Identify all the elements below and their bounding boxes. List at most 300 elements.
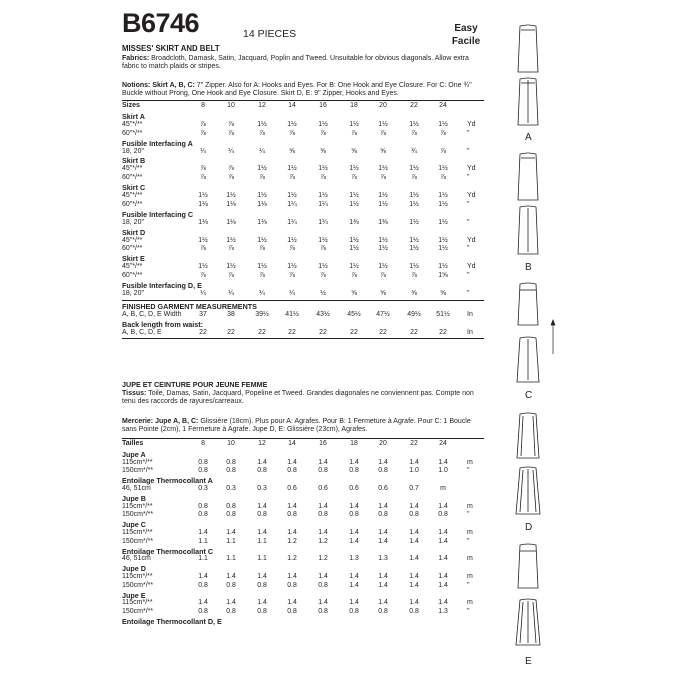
en-table-cell: 43½ [316,310,330,318]
en-table-cell: ¼ [259,289,265,297]
french-title: JUPE ET CEINTURE POUR JEUNE FEMME [122,380,268,389]
fr-table-cell: 0.8 [257,511,267,519]
en-table-cell: 1½ [287,120,297,128]
fr-table-cell: 1.4 [257,529,267,536]
fr-table-cell: 0.8 [438,511,448,519]
fr-table-cell: 1.4 [378,529,388,536]
en-table-cell: 22 [227,328,235,336]
en-table-cell: 22 [410,328,418,336]
en-table-cell: ⅞ [380,129,386,137]
en-table-cell: ⅝ [351,289,357,297]
en-sizes-label: Sizes [122,102,140,109]
en-table-cell: 1½ [378,200,388,208]
en-table-cell: 1¼ [318,218,328,226]
skirt-a-front-drawing [518,25,538,72]
fr-table-cell: 1.1 [198,555,208,563]
en-section-heading: Fusible Interfacing A [122,138,193,148]
en-table-cell: 22 [379,328,387,336]
en-row-label: 18, 20" [122,289,144,297]
en-table-cell: ⅝ [380,289,386,297]
view-label-a: A [525,132,532,143]
fr-table-cell: 0.8 [318,467,328,475]
fr-table-cell: 1.4 [349,458,359,466]
en-table-cell: ⅞ [200,120,206,128]
fr-table-cell: 0.8 [318,511,328,519]
en-unit-cell: Yd [467,165,476,173]
fr-table-cell: 1.4 [318,529,328,536]
en-table-cell: 1½ [198,192,208,199]
fr-table-cell: 1.4 [378,537,388,545]
en-table-cell: 1½ [257,192,267,199]
en-table-cell: ⅞ [351,129,357,137]
en-section-heading: Skirt A [122,111,145,121]
en-table-cell: 22 [258,328,266,336]
fr-section-heading: Jupe D [122,564,146,574]
fr-section-heading: Jupe B [122,493,146,503]
en-size-heading: 24 [439,102,447,109]
en-unit-cell: " [467,129,470,137]
fr-table-cell: 1.4 [318,502,328,510]
en-table-cell: 1½ [349,236,359,244]
en-table-cell: ⅞ [228,120,234,128]
en-table-cell: 1½ [409,236,419,244]
en-table-cell: 1½ [409,218,419,226]
fr-table-cell: 1.3 [349,555,359,563]
fr-table-cell: 1.4 [198,529,208,536]
fr-table-cell: 1.4 [438,555,448,563]
en-table-cell: 1½ [287,263,297,271]
en-size-heading: 12 [258,102,266,109]
en-unit-cell: " [467,289,470,297]
en-table-cell: ⅝ [411,289,417,297]
en-table-cell: ⅞ [351,272,357,280]
fr-table-cell: 0.8 [226,467,236,475]
fr-table-cell: 0.8 [226,511,236,519]
fr-unit-cell: " [467,537,470,545]
fr-table-cell: 1.4 [287,599,297,607]
fr-table-cell: 0.8 [409,608,419,616]
fr-table-cell: 1.1 [257,537,267,545]
fr-table-cell: 1.4 [318,458,328,466]
fr-table-cell: 1.1 [226,555,236,563]
en-unit-cell: Yd [467,263,476,271]
en-size-heading: 20 [379,102,387,109]
fr-table-cell: 1.4 [438,581,448,589]
en-table-cell: ¼ [259,147,265,155]
fr-table-cell: 1.4 [378,458,388,466]
view-label-e: E [525,656,532,667]
fr-table-cell: 1.4 [409,502,419,510]
en-table-cell: 49½ [407,310,421,318]
fr-unit-cell: " [467,608,470,616]
en-table-cell: ¼ [228,147,234,155]
en-table-cell: ⅞ [440,147,446,155]
fr-table-cell: 0.6 [318,485,328,492]
fr-table-cell: 1.4 [226,573,236,580]
fr-size-heading: 14 [288,440,296,447]
fr-table-cell: 1.4 [287,529,297,536]
fr-sizes-label: Tailles [122,440,144,447]
en-section-heading: Skirt D [122,227,146,237]
en-table-cell: 1½ [409,200,419,208]
fr-size-heading: 12 [258,440,266,447]
en-table-cell: 1½ [438,192,448,199]
fr-row-label: 46, 51cm [122,555,151,563]
en-row-label: 60"*/** [122,129,143,137]
en-unit-cell: " [467,218,470,226]
en-table-cell: ⅞ [228,245,234,253]
grainline-arrow [551,320,555,354]
en-table-cell: 1½ [378,192,388,199]
fr-table-cell: 0.8 [349,511,359,519]
fr-table-cell: 1.4 [349,537,359,545]
fr-section-heading: Entoilage Thermocollant C [122,546,214,556]
en-table-cell: 1½ [226,192,236,199]
en-table-cell: 39½ [255,310,269,318]
fr-row-label: 115cm*/** [122,502,153,510]
en-table-cell: ⅞ [320,245,326,253]
en-table-cell: 1½ [349,192,359,199]
fr-table-cell: 0.3 [198,485,208,492]
view-label-b: B [525,262,532,273]
en-table-cell: 41½ [285,310,299,318]
fr-row-label: 115cm*/** [122,529,153,536]
tissus-text: Toile, Damas, Satin, Jacquard, Popeline et Tweed. Grandes diagonales ne conviennent pas. Compte non tenu des raccords de rayures/carreaux. [122,390,474,406]
fr-table-cell: 1.4 [438,529,448,536]
en-table-cell: 1½ [318,120,328,128]
en-table-cell: 1⅛ [198,218,208,226]
en-table-cell: ⅞ [200,245,206,253]
fabrics-label: Fabrics: [122,55,150,62]
en-section-heading: Skirt E [122,254,145,264]
en-table-cell: 1⅜ [378,218,388,226]
fr-table-cell: 1.4 [226,529,236,536]
fr-section-heading: Entoilage Thermocollant A [122,476,213,486]
en-table-cell: 1½ [438,165,448,173]
piece-count: 14 PIECES [243,28,297,40]
en-table-cell: ¼ [228,289,234,297]
en-table-cell: 1½ [287,236,297,244]
en-table-cell: 1⅛ [257,218,267,226]
en-table-cell: 45½ [347,310,361,318]
en-table-cell: ⅞ [228,174,234,182]
fr-table-cell: 1.4 [349,581,359,589]
en-table-cell: 1⅛ [226,218,236,226]
en-size-heading: 16 [319,102,327,109]
en-table-cell: 1½ [257,236,267,244]
en-table-cell: 47½ [376,310,390,318]
en-table-cell: ⅞ [411,174,417,182]
fr-table-cell: 0.8 [287,581,297,589]
fr-unit-cell: m [467,555,473,563]
fr-table-cell: 1.4 [287,573,297,580]
fr-table-cell: 1.2 [287,555,297,563]
en-table-cell: ¼ [200,289,206,297]
en-table-cell: ¼ [200,147,206,155]
fr-table-cell: 1.2 [318,555,328,563]
fr-section-heading: Entoilage Thermocollant D, E [122,617,222,626]
en-table-cell: ⅞ [320,272,326,280]
fr-table-cell: 0.8 [198,467,208,475]
skirt-b-front-drawing [518,153,538,200]
en-row-label: 60"*/** [122,174,143,182]
fr-row-label: 150cm*/** [122,608,154,616]
skirt-a-back-drawing [518,78,538,125]
skirt-d-front-drawing [517,413,539,458]
fr-table-cell: 1.1 [257,555,267,563]
fr-table-cell: 1.4 [409,529,419,536]
fr-size-heading: 20 [379,440,387,447]
fr-table-cell: 0.8 [257,467,267,475]
en-table-cell: 1½ [409,120,419,128]
en-table-cell: ⅞ [411,272,417,280]
en-table-cell: 1½ [318,165,328,173]
fr-table-cell: 1.4 [378,502,388,510]
fr-size-heading: 10 [227,440,235,447]
fr-table-cell: 0.6 [287,485,297,492]
fr-table-cell: 1.4 [409,555,419,563]
fr-row-label: 46, 51cm [122,485,151,492]
fr-table-cell: 1.4 [257,573,267,580]
en-size-heading: 8 [201,102,205,109]
en-table-cell: 1½ [438,263,448,271]
en-table-cell: 1½ [409,263,419,271]
en-unit-cell: " [467,200,470,208]
en-table-cell: 1½ [198,263,208,271]
en-section-heading: Fusible Interfacing D, E [122,281,202,290]
en-table-cell: 1½ [438,218,448,226]
fr-table-cell: 1.1 [226,537,236,545]
fr-table-cell: 0.8 [378,608,388,616]
en-unit-cell: " [467,174,470,182]
en-table-cell: 1½ [318,192,328,199]
en-table-cell: 1½ [349,120,359,128]
en-table-cell: 1¼ [287,218,297,226]
en-table-cell: 1¼ [287,200,297,208]
en-table-cell: 1½ [378,236,388,244]
fr-table-cell: 1.4 [257,458,267,466]
en-table-cell: 1½ [349,165,359,173]
en-table-cell: ⅝ [289,147,295,155]
fr-size-heading: 22 [410,440,418,447]
difficulty-french: Facile [451,36,481,47]
en-table-cell: ½ [320,289,326,297]
en-table-cell: ⅞ [320,174,326,182]
skirt-c-front-drawing [518,283,538,325]
notions-label: Notions: Skirt A, B, C: [122,82,195,89]
fr-table-cell: 1.2 [318,537,328,545]
fr-row-label: 150cm*/** [122,537,154,545]
en-unit-cell: In [467,310,473,318]
fr-table-cell: 0.8 [257,608,267,616]
en-table-cell: 1½ [287,192,297,199]
en-table-cell: ⅞ [289,129,295,137]
en-table-cell: ⅞ [380,272,386,280]
fr-table-cell: 0.6 [349,485,359,492]
fr-table-cell: m [440,485,446,492]
fr-table-cell: 1.4 [409,599,419,607]
en-table-cell: 1⅝ [438,272,448,280]
fr-table-cell: 0.8 [198,511,208,519]
en-table-cell: 22 [288,328,296,336]
fr-row-label: 150cm*/** [122,467,154,475]
en-table-cell: 1½ [378,165,388,173]
en-table-cell: 1½ [318,236,328,244]
en-row-label: A, B, C, D, E [122,328,162,336]
fr-section-heading: Jupe E [122,590,146,600]
en-table-cell: ⅝ [320,147,326,155]
en-table-cell: 1½ [409,165,419,173]
en-unit-cell: " [467,245,470,253]
fr-table-cell: 1.4 [349,573,359,580]
en-table-cell: ⅝ [351,147,357,155]
en-row-label: A, B, C, D, E Width [122,310,182,318]
en-table-cell: ¼ [289,289,295,297]
en-table-cell: ⅞ [259,174,265,182]
en-unit-cell: Yd [467,236,476,244]
en-row-label: 60"*/** [122,272,143,280]
skirt-c-back-drawing [517,337,539,382]
fr-table-cell: 0.8 [318,608,328,616]
fr-table-cell: 1.4 [349,529,359,536]
en-table-cell: 1½ [349,263,359,271]
fr-table-cell: 1.4 [438,458,448,466]
en-table-cell: ⅞ [351,174,357,182]
en-table-cell: 1½ [438,120,448,128]
en-table-cell: ⅞ [289,174,295,182]
en-table-cell: 1½ [378,245,388,253]
fr-table-cell: 0.8 [226,502,236,510]
en-table-cell: 1½ [438,236,448,244]
fr-table-cell: 1.4 [378,599,388,607]
en-table-cell: ⅞ [259,272,265,280]
en-unit-cell: Yd [467,120,476,128]
en-table-cell: 22 [319,328,327,336]
en-row-label: 18, 20" [122,218,144,226]
en-table-cell: 37 [199,310,207,318]
en-table-cell: ⅞ [259,245,265,253]
fr-table-cell: 0.8 [198,502,208,510]
en-table-cell: 22 [439,328,447,336]
fr-table-cell: 0.8 [226,458,236,466]
fr-table-cell: 1.4 [409,581,419,589]
en-unit-cell: " [467,147,470,155]
fr-section-heading: Jupe C [122,520,146,530]
en-table-cell: ⅞ [411,129,417,137]
fr-unit-cell: m [467,573,473,580]
fr-table-cell: 0.8 [318,581,328,589]
en-table-cell: 1½ [409,192,419,199]
en-table-cell: ⅞ [200,165,206,173]
en-table-cell: ⅞ [200,272,206,280]
fr-unit-cell: " [467,581,470,589]
en-table-cell: ⅞ [228,272,234,280]
fr-table-cell: 0.8 [349,608,359,616]
skirt-d-back-drawing [516,467,540,514]
en-table-cell: ¾ [411,147,417,155]
fr-table-cell: 1.4 [198,599,208,607]
fr-table-cell: 0.6 [378,485,388,492]
fr-table-cell: 1.4 [409,573,419,580]
fr-table-cell: 0.8 [198,458,208,466]
fr-table-cell: 1.4 [257,502,267,510]
en-size-heading: 22 [410,102,418,109]
fr-table-cell: 1.4 [409,458,419,466]
mercerie-label: Mercerie: Jupe A, B, C: [122,418,199,425]
en-row-label: 60"*/** [122,245,143,253]
en-table-cell: 22 [350,328,358,336]
en-table-cell: 1½ [438,200,448,208]
skirt-b-back-drawing [518,206,538,254]
notions-text: 7" Zipper. Also for A: Hooks and Eyes. For B: One Hook and Eye Closure. For C: One ¾" Buckle without Prong, One Hook and Eye Closure. Skirt D, E: 9" Zipper, Hooks and Eyes. [122,82,472,98]
en-table-cell: 1½ [257,165,267,173]
en-row-label: 45"*/** [122,263,143,271]
view-label-c: C [525,390,533,401]
en-row-label: 45"*/** [122,236,143,244]
en-table-cell: ⅝ [380,147,386,155]
fr-row-label: 115cm*/** [122,458,153,466]
en-table-cell: 1½ [287,165,297,173]
fr-unit-cell: " [467,511,470,519]
fr-table-cell: 1.4 [318,599,328,607]
fr-table-cell: 0.8 [198,581,208,589]
fr-table-cell: 0.8 [287,608,297,616]
en-table-cell: 22 [199,328,207,336]
fr-table-cell: 0.8 [409,511,419,519]
en-table-cell: 1½ [438,245,448,253]
en-table-cell: 1½ [226,236,236,244]
en-row-label: 45"*/** [122,165,143,173]
en-table-cell: 1½ [378,263,388,271]
en-table-cell: 38 [227,310,235,318]
fr-table-cell: 1.2 [287,537,297,545]
en-table-cell: ⅞ [228,129,234,137]
en-section-heading: Skirt C [122,183,146,193]
en-unit-cell: In [467,328,473,336]
tissus-label: Tissus: [122,390,147,397]
fr-table-cell: 1.3 [378,555,388,563]
fr-table-cell: 0.8 [198,608,208,616]
en-table-cell: ⅞ [259,129,265,137]
fr-table-cell: 1.4 [378,581,388,589]
en-table-cell: 1⅛ [226,200,236,208]
en-table-cell: ⅞ [289,245,295,253]
fr-size-heading: 16 [319,440,327,447]
en-table-cell: ⅞ [320,129,326,137]
en-row-label: 18, 20" [122,147,144,155]
fr-table-cell: 1.4 [378,573,388,580]
en-table-cell: 1½ [198,236,208,244]
en-row-label: 45"*/** [122,192,143,199]
en-size-heading: 18 [350,102,358,109]
en-table-cell: 1⅜ [349,218,359,226]
fr-row-label: 115cm*/** [122,599,153,607]
en-unit-cell: Yd [467,192,476,199]
fr-table-cell: 1.1 [198,537,208,545]
en-table-cell: 1½ [349,245,359,253]
en-section-heading: Back length from waist: [122,319,204,329]
fr-table-cell: 1.0 [438,467,448,475]
en-table-cell: ⅞ [200,174,206,182]
en-size-heading: 10 [227,102,235,109]
en-section-heading: FINISHED GARMENT MEASUREMENTS [122,301,257,311]
pattern-subtitle: MISSES' SKIRT AND BELT [122,44,220,53]
fr-table-cell: 0.3 [226,485,236,492]
fr-unit-cell: " [467,467,470,475]
en-table-cell: 1½ [349,200,359,208]
en-table-cell: 1⅛ [198,200,208,208]
fr-table-cell: 1.4 [438,537,448,545]
